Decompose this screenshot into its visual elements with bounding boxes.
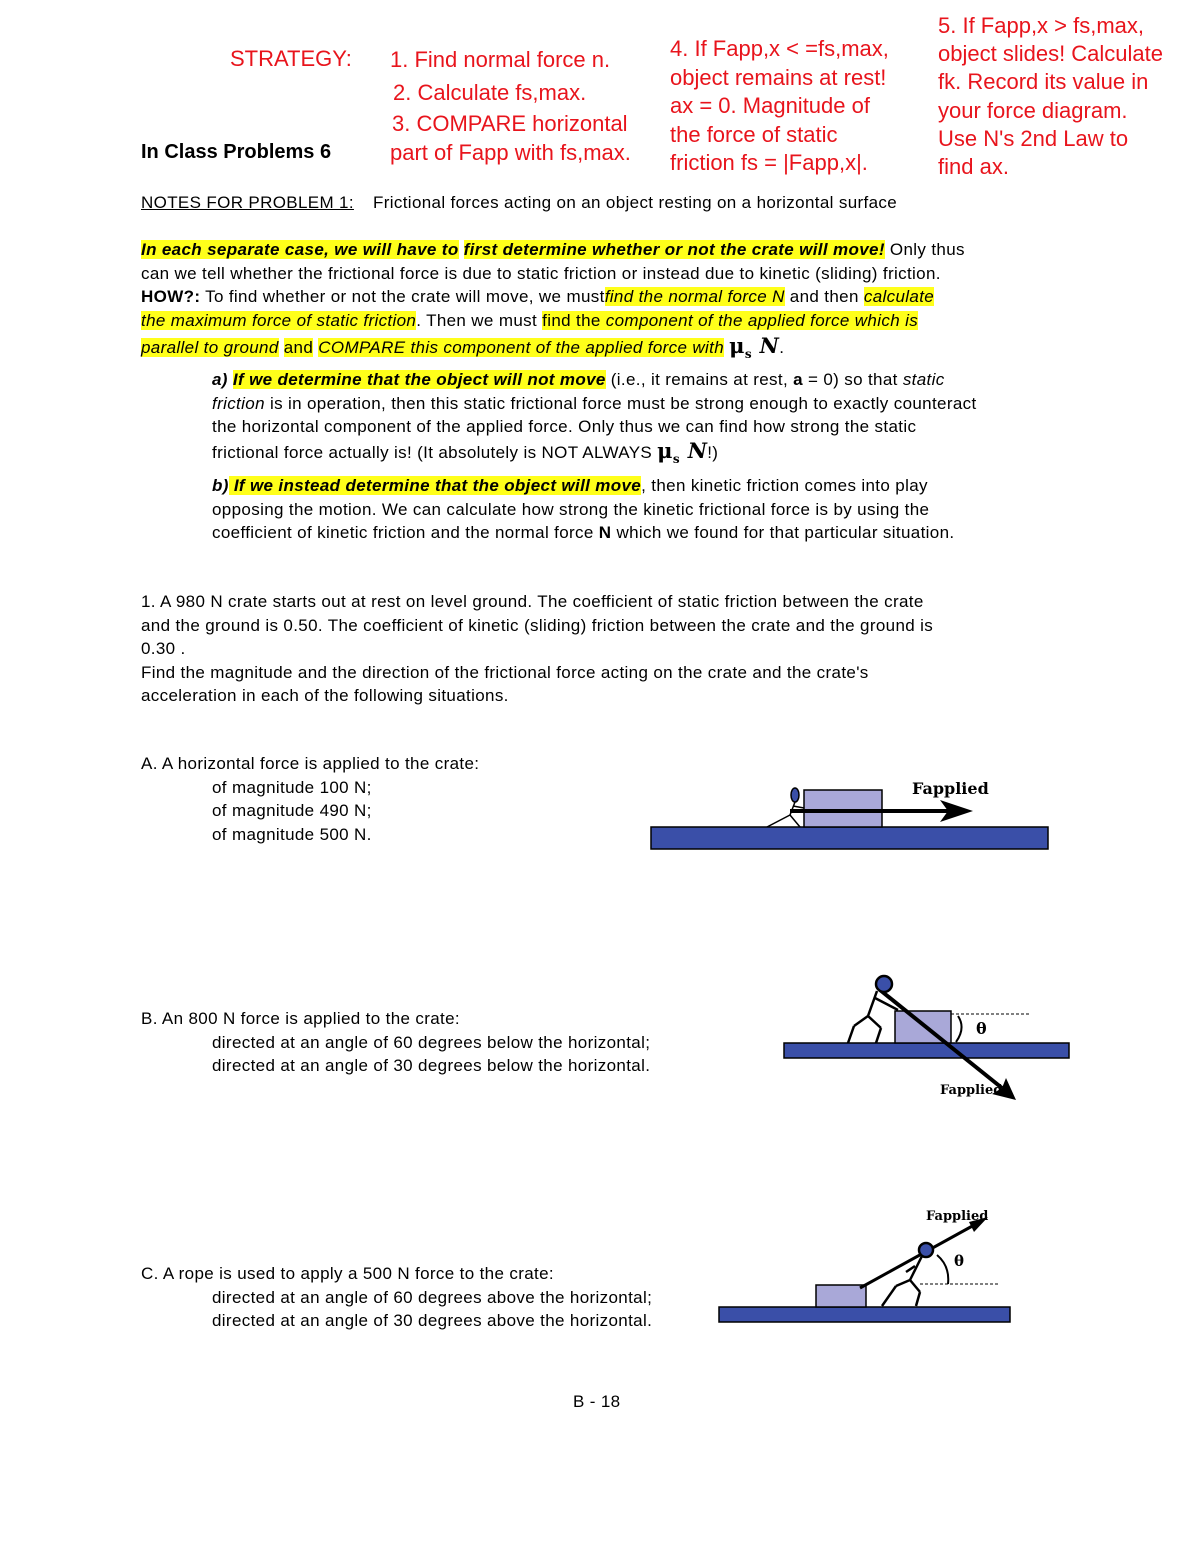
case-b-label: b) <box>212 476 229 495</box>
diagram-a-horizontal-push <box>640 770 1060 860</box>
notes-paragraph <box>141 238 1061 367</box>
notes-highlight: the maximum force of static friction <box>141 310 417 330</box>
ground-surface <box>784 1043 1069 1058</box>
case-a-line: frictional force actually is! (It absolutely is NOT ALWAYS $\mu_s$ N!) <box>212 437 719 466</box>
crate <box>804 790 882 827</box>
strategy-label: STRATEGY: <box>230 46 352 71</box>
part-a-heading: A. A horizontal force is applied to the crate: <box>141 754 480 773</box>
strategy-step-5-line: object slides! Calculate <box>938 41 1164 67</box>
notes-highlight: In each separate case, we will have to <box>141 240 459 259</box>
part-b-item: directed at an angle of 60 degrees below the horizontal; <box>212 1032 651 1052</box>
part-b-item: directed at an angle of 30 degrees below the horizontal. <box>212 1056 651 1075</box>
applied-force-label: Fapplied <box>926 1209 989 1224</box>
part-b-heading: B. An 800 N force is applied to the crate: <box>141 1009 460 1028</box>
theta-label: θ <box>976 1019 987 1038</box>
applied-force-label: Fapplied <box>940 1083 1003 1098</box>
notes-text: and then <box>784 287 864 306</box>
problem-line: and the ground is 0.50. The coefficient of kinetic (sliding) friction between the crate and the ground is <box>141 615 934 635</box>
strategy-step-5 <box>938 12 1163 181</box>
case-a-line: a) If we determine that the object will not move (i.e., it remains at rest, a = 0) so that static <box>212 370 945 389</box>
strategy-step-5-line: Use N's 2nd Law to <box>938 125 1129 151</box>
theta-arc <box>956 1016 962 1042</box>
case-b-highlight: If we instead determine that the object will move <box>228 476 642 495</box>
mu-s-symbol: $\mu_s$ N <box>657 437 708 466</box>
notes-line <box>141 309 1061 333</box>
notes-text: Only thus <box>884 240 965 259</box>
strategy-step-4-line: 4. If Fapp,x < =fs,max, <box>670 36 889 61</box>
case-b-paragraph <box>212 474 1062 545</box>
problem-line: Find the magnitude and the direction of the frictional force acting on the crate and the crate's <box>141 662 869 682</box>
problem-statement <box>141 590 1061 708</box>
diagram-c-rope-pull <box>710 1200 1020 1330</box>
strategy-step-3-line-1: 3. COMPARE horizontal <box>392 111 628 136</box>
case-a-label: a) <box>212 370 228 389</box>
theta-label: θ <box>954 1252 965 1270</box>
notes-text: To find whether or not the crate will move, we must <box>200 287 605 306</box>
case-b-line: opposing the motion. We can calculate how strong the kinetic frictional force is by using the <box>212 499 930 519</box>
case-b-line: coefficient of kinetic friction and the normal force N which we found for that particular situation. <box>212 523 955 542</box>
notes-how: HOW?: <box>141 287 201 306</box>
problem-line: 0.30 . <box>141 639 186 658</box>
notes-line <box>141 285 1061 309</box>
strategy-step-4-line: the force of static <box>670 121 838 147</box>
notes-highlight: find the <box>542 310 606 330</box>
notes-subtitle: Frictional forces acting on an object resting on a horizontal surface <box>373 193 898 212</box>
notes-highlight: and <box>283 338 314 357</box>
notes-highlight: first determine whether or not the crate will move! <box>463 240 885 259</box>
strategy-step-5-line: 5. If Fapp,x > fs,max, <box>938 13 1145 38</box>
part-b <box>141 1007 650 1078</box>
strategy-step-4-line: object remains at rest! <box>670 64 887 90</box>
part-a-item: of magnitude 500 N. <box>212 824 372 844</box>
case-a-line: the horizontal component of the applied force. Only thus we can find how strong the static <box>212 417 917 436</box>
strategy-step-2: 2. Calculate fs,max. <box>393 80 587 105</box>
notes-line: can we tell whether the frictional force is due to static friction or instead due to kinetic (sliding) friction. <box>141 263 941 283</box>
strategy-step-5-line: find ax. <box>938 154 1009 180</box>
part-a-item: of magnitude 490 N; <box>212 801 372 820</box>
problem-line: acceleration in each of the following situations. <box>141 686 509 705</box>
notes-highlight: parallel to ground <box>141 338 279 357</box>
page-number: B - 18 <box>573 1392 621 1411</box>
stick-person <box>882 1243 933 1306</box>
strategy-step-4-line: friction fs = |Fapp,x|. <box>670 150 868 175</box>
stick-person <box>848 976 898 1043</box>
ground-surface <box>651 827 1048 849</box>
strategy-step-4-line: ax = 0. Magnitude of <box>670 93 870 118</box>
strategy-step-5-line: your force diagram. <box>938 97 1128 123</box>
case-a-line: friction is in operation, then this static frictional force must be strong enough to exactly counteract <box>212 393 977 413</box>
notes-text: . Then we must <box>416 310 543 330</box>
strategy-step-3-line-2: part of Fapp with fs,max. <box>390 140 631 165</box>
applied-force-label: Fapplied <box>912 779 989 798</box>
mu-s-symbol: $\mu_s$ N <box>729 333 780 362</box>
part-c-item: directed at an angle of 60 degrees above the horizontal; <box>212 1287 653 1307</box>
case-a-paragraph <box>212 368 1062 471</box>
notes-line <box>141 238 1061 262</box>
case-a-highlight: If we determine that the object will not move <box>232 370 606 389</box>
case-b-line: b) If we instead determine that the object will move, then kinetic friction comes into play <box>212 476 928 495</box>
part-a <box>141 752 479 846</box>
ground-surface <box>719 1307 1010 1322</box>
strategy-step-4 <box>670 35 889 178</box>
part-c <box>141 1262 652 1333</box>
page-title: In Class Problems 6 <box>141 141 332 163</box>
notes-heading-line <box>141 191 897 215</box>
notes-highlight: find the normal force N <box>604 287 785 306</box>
theta-arc <box>937 1255 948 1284</box>
part-a-item: of magnitude 100 N; <box>212 777 372 797</box>
notes-line: parallel to ground and COMPARE this component of the applied force with $\mu_s$ N. <box>141 333 785 362</box>
strategy-step-1: 1. Find normal force n. <box>390 47 611 72</box>
notes-highlight: calculate <box>863 287 935 306</box>
strategy-step-5-line: fk. Record its value in <box>938 69 1149 95</box>
crate <box>816 1285 866 1307</box>
diagram-b-downward-push <box>780 968 1080 1108</box>
notes-highlight: component of the applied force which is <box>605 310 919 330</box>
part-c-item: directed at an angle of 30 degrees above the horizontal. <box>212 1311 653 1330</box>
notes-highlight: COMPARE this component of the applied force with <box>318 338 725 357</box>
part-c-heading: C. A rope is used to apply a 500 N force to the crate: <box>141 1264 554 1283</box>
problem-line: 1. A 980 N crate starts out at rest on level ground. The coefficient of static friction between the crate <box>141 592 924 611</box>
stick-person <box>767 788 804 827</box>
notes-heading: NOTES FOR PROBLEM 1: <box>141 193 354 212</box>
